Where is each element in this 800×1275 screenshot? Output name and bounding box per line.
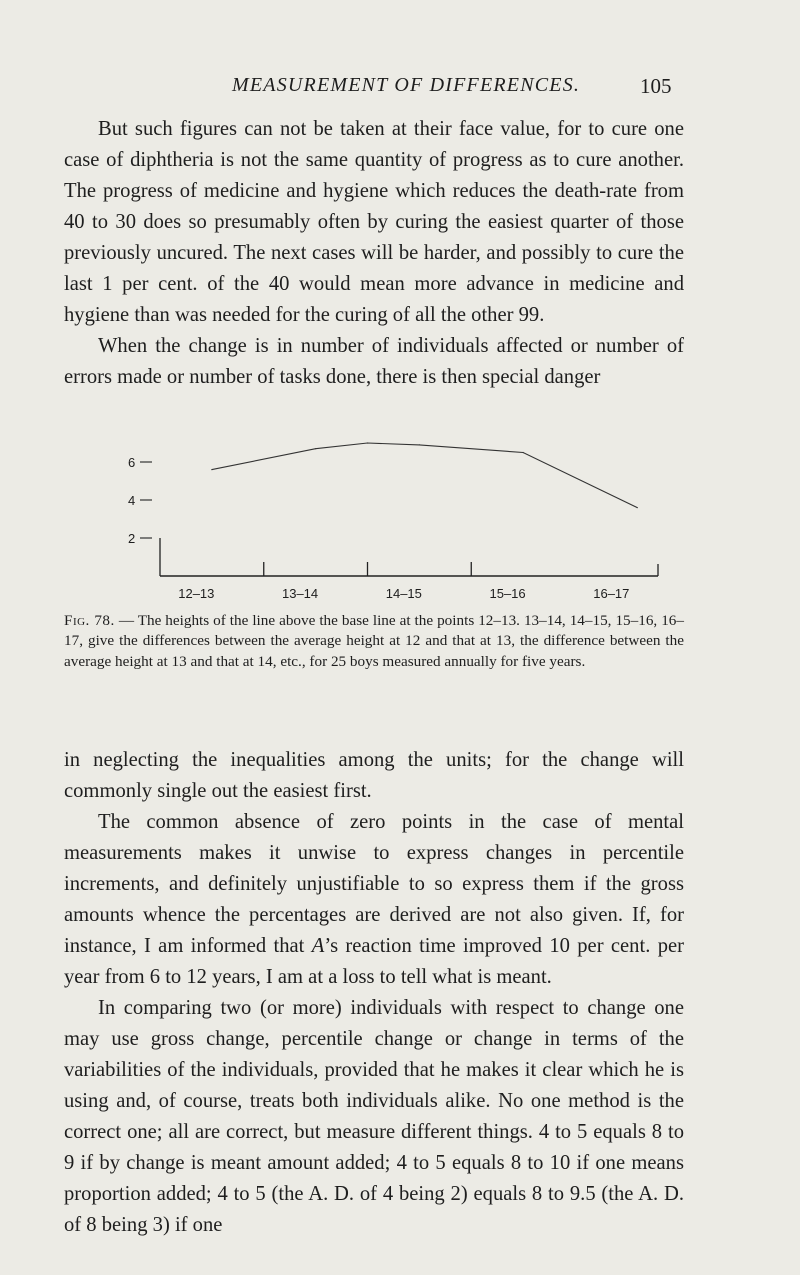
x-label-16–17: 16–17 — [593, 586, 630, 601]
series-point — [211, 469, 212, 470]
caption-label: Fig. 78. — [64, 612, 115, 629]
page-number: 105 — [640, 74, 672, 98]
x-label-13–14: 13–14 — [281, 586, 319, 601]
x-axis-labels — [178, 586, 629, 601]
figure-78-chart — [0, 402, 800, 601]
y-tick-label-2: 2 — [128, 531, 136, 546]
series-line-0 — [212, 443, 637, 508]
zero-points-rest: ’s reaction time improved 10 per cent. per year from 6 to 12 years, I am at a loss to tell what is meant. — [64, 935, 684, 988]
series-point — [419, 444, 420, 445]
series-point — [367, 442, 368, 443]
zero-points-text: The common absence of zero points in the case of mental measurements makes it unwise to express changes in percentile increments, and definitely unjustifiable to so express them if the gross amounts whence the percentages are derived are not also given. If, for instance, I am informed that — [64, 811, 684, 957]
y-tick-label-6: 6 — [128, 455, 136, 470]
body-text-bottom — [64, 745, 684, 1241]
paragraph-comparing: In comparing two (or more) individuals with respect to change one may use gross change, percentile change or change in terms of the variabilities of the individuals, provided that he makes it clear which he is using and, of course, treats both individuals alike. No one method is the correct one; all are correct, but measure different things. 4 to 5 equals 8 to 9 if by change is meant amount added; 4 to 5 equals 8 to 10 if one means proportion added; 4 to 5 (the A. D. of 4 being 2) equals 8 to 9.5 (the A. D. of 8 being 3) if one — [64, 997, 684, 1236]
figure-caption — [64, 611, 684, 672]
paragraph-zero-points — [64, 807, 684, 993]
figure-78 — [0, 402, 800, 601]
running-title: MEASUREMENT OF DIFFERENCES. — [232, 74, 581, 96]
series-point — [315, 448, 316, 449]
base-line-group — [160, 538, 658, 576]
page-header — [0, 74, 800, 104]
series-point — [637, 507, 638, 508]
body-text-top — [64, 114, 684, 393]
series-group — [211, 442, 638, 508]
zero-points-italic: A — [311, 935, 325, 957]
caption-text: — The heights of the line above the base line at the points 12–13. 13–14, 14–15, 15–16, 16–17, give the differences between the average height at 12 and that at 13, the difference between the average height at 13 and that at 14, etc., for 25 boys measured annually for five years. — [64, 612, 684, 670]
paragraph-number-change: When the change is in number of individuals affected or number of errors made or number of tasks done, there is then special danger — [64, 335, 684, 388]
paragraph-face-value: But such figures can not be taken at their face value, for to cure one case of diphtheria is not the same quantity of progress as to cure another. The progress of medicine and hygiene which reduces the death-rate from 40 to 30 does so presumably often by curing the easiest quarter of those previously uncured. The next cases will be harder, and possibly to cure the last 1 per cent. of the 40 would mean more advance in medicine and hygiene than was needed for the curing of all the other 99. — [64, 118, 684, 326]
x-label-14–15: 14–15 — [385, 586, 422, 601]
paragraph-neglecting: in neglecting the inequalities among the units; for the change will commonly single out the easiest first. — [64, 749, 684, 802]
y-axis-ticks — [128, 455, 152, 546]
x-label-12–13: 12–13 — [178, 586, 215, 601]
series-point — [523, 452, 524, 453]
y-tick-label-4: 4 — [128, 493, 136, 508]
x-label-15–16: 15–16 — [489, 586, 526, 601]
